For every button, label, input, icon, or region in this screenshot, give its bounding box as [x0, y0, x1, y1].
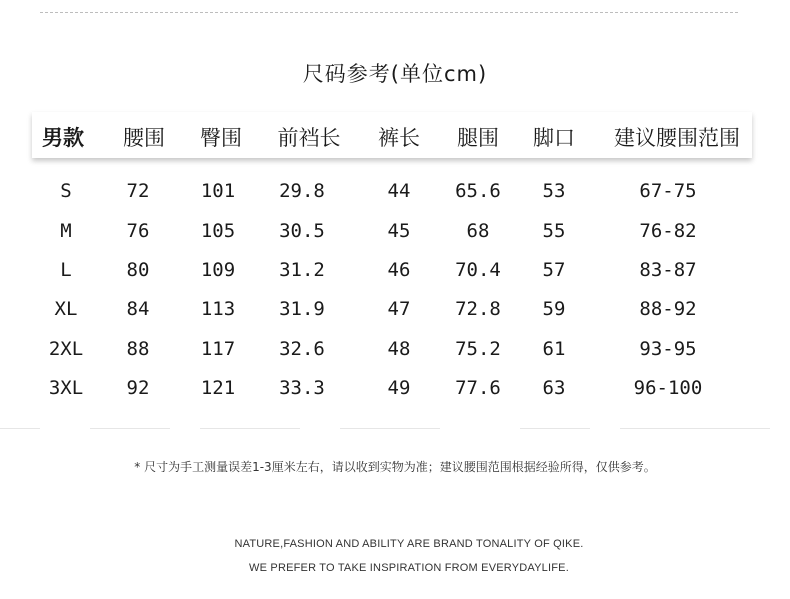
- cell-waist: 92: [126, 377, 150, 399]
- cell-waist-range: 67-75: [639, 180, 697, 202]
- cell-hip: 101: [200, 180, 236, 202]
- cell-waist: 72: [126, 180, 150, 202]
- header-cell-pants-length: 裤长: [378, 126, 420, 150]
- cell-waist-range: 96-100: [633, 377, 703, 399]
- cell-pants-length: 47: [387, 298, 411, 320]
- bottom-divider-segment: [620, 428, 770, 429]
- bottom-divider-segment: [90, 428, 170, 429]
- cell-front-rise: 31.9: [279, 298, 325, 320]
- cell-size: L: [60, 259, 72, 281]
- measurement-note: * 尺寸为手工测量误差1-3厘米左右，请以收到实物为准；建议腰围范围根据经验所得，仅供参考。: [134, 460, 656, 474]
- header-cell-waist: 腰围: [123, 126, 165, 150]
- cell-waist-range: 76-82: [639, 220, 697, 242]
- cell-hip: 109: [200, 259, 236, 281]
- cell-waist-range: 83-87: [639, 259, 697, 281]
- cell-front-rise: 31.2: [279, 259, 325, 281]
- top-divider: [40, 12, 738, 13]
- cell-size: S: [60, 180, 72, 202]
- cell-pants-length: 46: [387, 259, 411, 281]
- cell-front-rise: 33.3: [279, 377, 325, 399]
- cell-hip: 113: [200, 298, 236, 320]
- cell-pants-length: 44: [387, 180, 411, 202]
- cell-hem: 53: [542, 180, 566, 202]
- cell-waist: 80: [126, 259, 150, 281]
- cell-thigh: 77.6: [455, 377, 501, 399]
- cell-hip: 117: [200, 338, 236, 360]
- header-cell-size: 男款: [42, 126, 84, 150]
- cell-front-rise: 32.6: [279, 338, 325, 360]
- cell-waist-range: 93-95: [639, 338, 697, 360]
- cell-waist: 84: [126, 298, 150, 320]
- cell-size: 2XL: [48, 338, 84, 360]
- cell-hem: 55: [542, 220, 566, 242]
- cell-front-rise: 29.8: [279, 180, 325, 202]
- cell-hem: 57: [542, 259, 566, 281]
- bottom-divider-segment: [200, 428, 300, 429]
- cell-waist: 76: [126, 220, 150, 242]
- cell-pants-length: 49: [387, 377, 411, 399]
- brand-tagline-1: NATURE,FASHION AND ABILITY ARE BRAND TONALITY OF QIKE.: [234, 538, 584, 550]
- cell-size: XL: [54, 298, 78, 320]
- header-cell-waist-range: 建议腰围范围: [614, 126, 740, 150]
- cell-pants-length: 45: [387, 220, 411, 242]
- cell-thigh: 65.6: [455, 180, 501, 202]
- cell-size: M: [60, 220, 72, 242]
- bottom-divider-segment: [520, 428, 590, 429]
- cell-hem: 63: [542, 377, 566, 399]
- cell-waist-range: 88-92: [639, 298, 697, 320]
- cell-hip: 105: [200, 220, 236, 242]
- table-header: [32, 112, 752, 158]
- brand-tagline-2: WE PREFER TO TAKE INSPIRATION FROM EVERYDAYLIFE.: [249, 562, 569, 574]
- cell-hem: 61: [542, 338, 566, 360]
- cell-pants-length: 48: [387, 338, 411, 360]
- header-cell-hip: 臀围: [200, 126, 242, 150]
- header-cell-thigh: 腿围: [457, 126, 499, 150]
- cell-thigh: 70.4: [455, 259, 501, 281]
- cell-front-rise: 30.5: [279, 220, 325, 242]
- header-cell-front-rise: 前裆长: [277, 126, 341, 150]
- cell-thigh: 72.8: [455, 298, 501, 320]
- cell-size: 3XL: [48, 377, 84, 399]
- cell-thigh: 68: [466, 220, 490, 242]
- header-cell-hem: 脚口: [533, 126, 575, 150]
- cell-thigh: 75.2: [455, 338, 501, 360]
- cell-hem: 59: [542, 298, 566, 320]
- cell-hip: 121: [200, 377, 236, 399]
- bottom-divider-segment: [0, 428, 40, 429]
- bottom-divider-segment: [340, 428, 440, 429]
- page-title: 尺码参考(单位cm): [302, 62, 488, 86]
- cell-waist: 88: [126, 338, 150, 360]
